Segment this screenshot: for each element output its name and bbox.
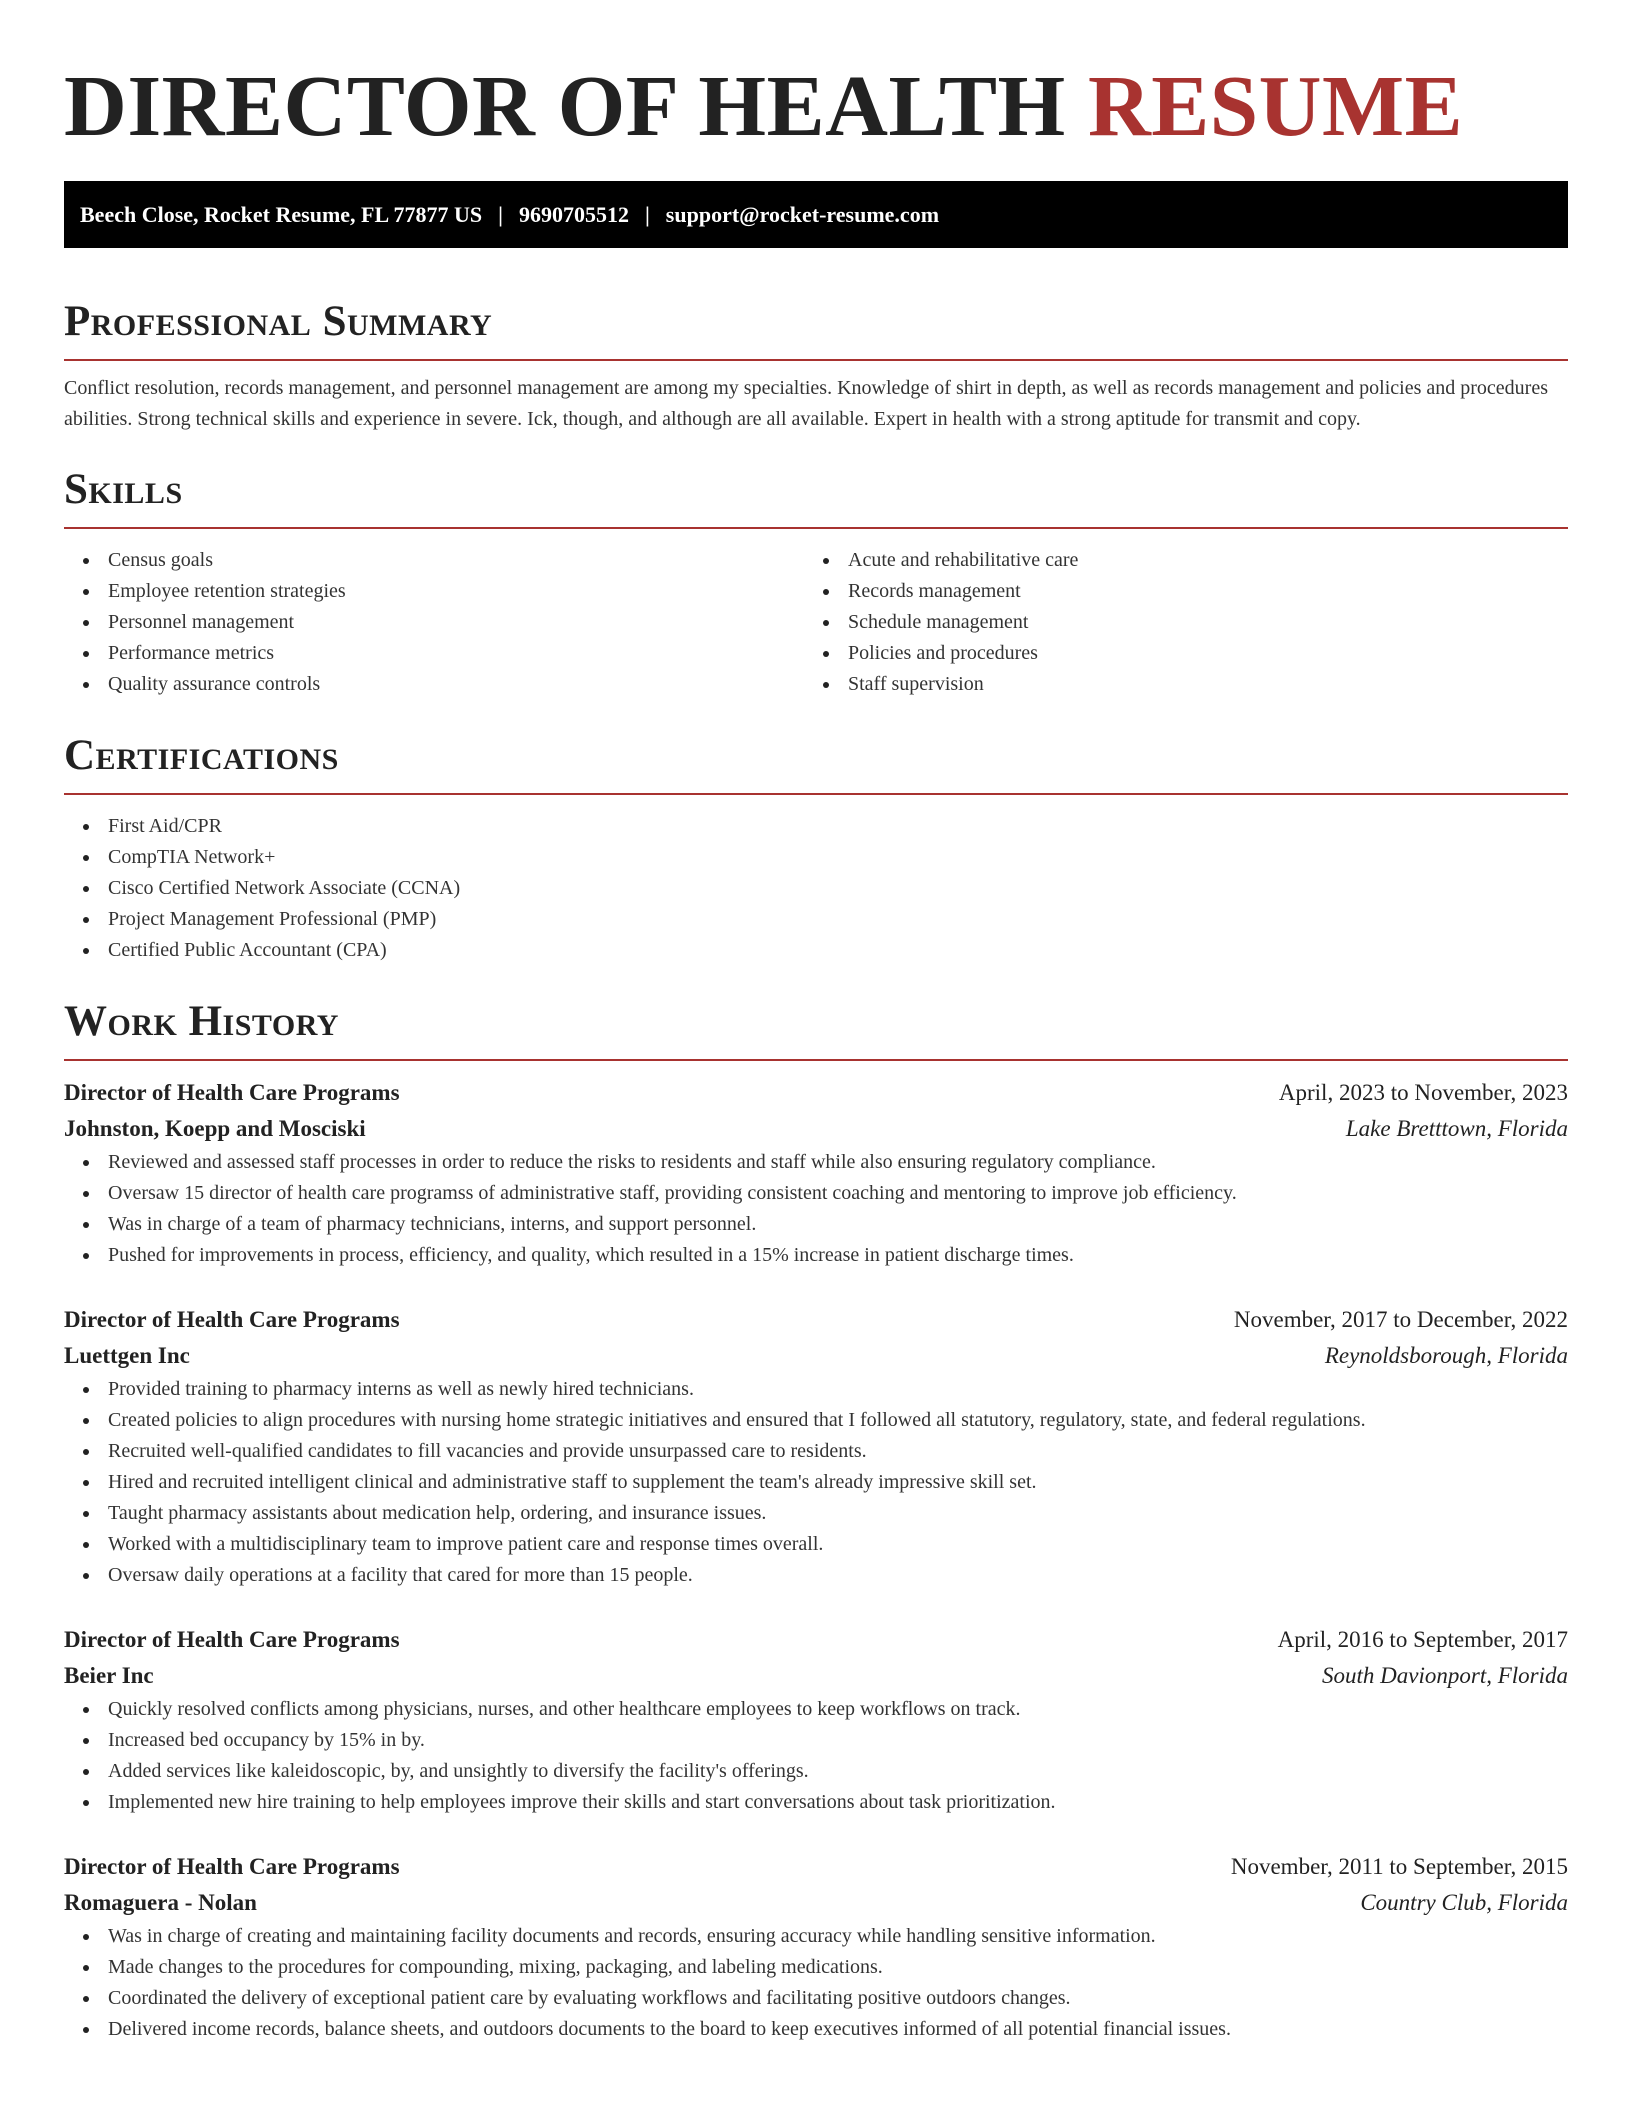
job-bullet: Taught pharmacy assistants about medication help, ordering, and insurance issues.	[64, 1498, 1568, 1529]
job-location: South Davionport, Florida	[1322, 1663, 1568, 1688]
skill-item: Policies and procedures	[804, 638, 1544, 669]
job-location: Lake Bretttown, Florida	[1345, 1116, 1568, 1141]
job-subheader	[64, 1658, 1568, 1694]
job-bullet: Delivered income records, balance sheets, and outdoors documents to the board to keep executives informed of all potential financial issues.	[64, 2014, 1568, 2045]
job-dates: November, 2011 to September, 2015	[1230, 1854, 1568, 1879]
summary-text: Conflict resolution, records management, and personnel management are among my specialties. Knowledge of shirt in depth, as well as records management and policies and procedures abilities. Strong technical skills and experience in severe. Ick, though, and although are all available. Expert in health with a strong aptitude for transmit and copy.	[64, 377, 1548, 430]
job-entry	[64, 1075, 1568, 1271]
skills-grid	[64, 545, 1568, 700]
skill-item: Performance metrics	[64, 638, 804, 669]
section-divider	[64, 527, 1568, 529]
job-entry	[64, 1302, 1568, 1591]
job-company: Johnston, Koepp and Mosciski	[64, 1116, 366, 1141]
certifications-list	[64, 811, 1568, 966]
certification-item: Cisco Certified Network Associate (CCNA)	[64, 873, 1568, 904]
job-header	[64, 1075, 1568, 1111]
skill-item: Census goals	[64, 545, 804, 576]
contact-bar	[64, 181, 1568, 248]
skill-item: Personnel management	[64, 607, 804, 638]
job-company: Beier Inc	[64, 1663, 154, 1688]
job-bullet: Was in charge of creating and maintaining facility documents and records, ensuring accuracy while handling sensitive information.	[64, 1921, 1568, 1952]
job-company: Romaguera - Nolan	[64, 1890, 257, 1915]
job-header	[64, 1849, 1568, 1885]
job-bullet: Oversaw 15 director of health care programss of administrative staff, providing consistent coaching and mentoring to improve job efficiency.	[64, 1178, 1568, 1209]
skill-item: Employee retention strategies	[64, 576, 804, 607]
contact-address: Beech Close, Rocket Resume, FL 77877 US	[80, 201, 483, 227]
summary-heading: Professional Summary	[64, 298, 493, 345]
job-title: Director of Health Care Programs	[64, 1307, 400, 1332]
job-bullet: Was in charge of a team of pharmacy technicians, interns, and support personnel.	[64, 1209, 1568, 1240]
skill-item: Staff supervision	[804, 669, 1544, 700]
job-subheader	[64, 1885, 1568, 1921]
job-dates: April, 2016 to September, 2017	[1277, 1627, 1568, 1652]
job-header	[64, 1302, 1568, 1338]
job-bullet: Provided training to pharmacy interns as well as newly hired technicians.	[64, 1374, 1568, 1405]
certification-item: CompTIA Network+	[64, 842, 1568, 873]
certifications-section	[64, 734, 1568, 966]
section-divider	[64, 1059, 1568, 1061]
job-bullet: Quickly resolved conflicts among physicians, nurses, and other healthcare employees to keep workflows on track.	[64, 1694, 1568, 1725]
job-bullet-list	[64, 1374, 1568, 1591]
job-bullet: Implemented new hire training to help employees improve their skills and start conversations about task prioritization.	[64, 1787, 1568, 1818]
skills-section	[64, 468, 1568, 700]
job-bullet: Hired and recruited intelligent clinical and administrative staff to supplement the team's already impressive skill set.	[64, 1467, 1568, 1498]
job-bullet: Created policies to align procedures with nursing home strategic initiatives and ensured that I followed all statutory, regulatory, state, and federal regulations.	[64, 1405, 1568, 1436]
job-location: Country Club, Florida	[1360, 1890, 1568, 1915]
job-bullet: Coordinated the delivery of exceptional patient care by evaluating workflows and facilitating positive outdoors changes.	[64, 1983, 1568, 2014]
job-bullet: Made changes to the procedures for compounding, mixing, packaging, and labeling medications.	[64, 1952, 1568, 1983]
skills-list-left	[64, 545, 804, 700]
contact-separator: |	[644, 201, 650, 227]
job-bullet: Worked with a multidisciplinary team to improve patient care and response times overall.	[64, 1529, 1568, 1560]
work-history-heading: Work History	[64, 998, 339, 1045]
certification-item: Certified Public Accountant (CPA)	[64, 935, 1568, 966]
skill-item: Quality assurance controls	[64, 669, 804, 700]
resume-title	[64, 57, 1568, 154]
work-history-section	[64, 1000, 1568, 2045]
job-bullet: Reviewed and assessed staff processes in order to reduce the risks to residents and staff while also ensuring regulatory compliance.	[64, 1147, 1568, 1178]
skills-heading: Skills	[64, 466, 183, 513]
job-title: Director of Health Care Programs	[64, 1627, 400, 1652]
certifications-heading: Certifications	[64, 732, 339, 779]
certification-item: First Aid/CPR	[64, 811, 1568, 842]
skills-list-right	[804, 545, 1544, 700]
job-subheader	[64, 1111, 1568, 1147]
job-title: Director of Health Care Programs	[64, 1854, 400, 1879]
job-company: Luettgen Inc	[64, 1343, 190, 1368]
job-title: Director of Health Care Programs	[64, 1080, 400, 1105]
skill-item: Records management	[804, 576, 1544, 607]
certification-item: Project Management Professional (PMP)	[64, 904, 1568, 935]
contact-phone: 9690705512	[518, 201, 629, 227]
contact-email: support@rocket-resume.com	[665, 201, 940, 227]
job-bullet: Added services like kaleidoscopic, by, and unsightly to diversify the facility's offerings.	[64, 1756, 1568, 1787]
job-header	[64, 1622, 1568, 1658]
job-entry	[64, 1849, 1568, 2045]
job-dates: November, 2017 to December, 2022	[1233, 1307, 1568, 1332]
title-main: DIRECTOR OF HEALTH	[64, 57, 1066, 154]
summary-section	[64, 300, 1568, 435]
job-bullet: Oversaw daily operations at a facility that cared for more than 15 people.	[64, 1560, 1568, 1591]
job-entry	[64, 1622, 1568, 1818]
section-divider	[64, 359, 1568, 361]
job-bullet: Pushed for improvements in process, efficiency, and quality, which resulted in a 15% increase in patient discharge times.	[64, 1240, 1568, 1271]
job-bullet-list	[64, 1921, 1568, 2045]
job-bullet-list	[64, 1147, 1568, 1271]
job-location: Reynoldsborough, Florida	[1324, 1343, 1568, 1368]
skill-item: Acute and rehabilitative care	[804, 545, 1544, 576]
title-accent: RESUME	[1087, 57, 1464, 154]
skill-item: Schedule management	[804, 607, 1544, 638]
job-subheader	[64, 1338, 1568, 1374]
job-bullet-list	[64, 1694, 1568, 1818]
contact-separator: |	[498, 201, 503, 227]
section-divider	[64, 793, 1568, 795]
job-bullet: Recruited well-qualified candidates to fill vacancies and provide unsurpassed care to residents.	[64, 1436, 1568, 1467]
job-dates: April, 2023 to November, 2023	[1278, 1080, 1568, 1105]
job-bullet: Increased bed occupancy by 15% in by.	[64, 1725, 1568, 1756]
